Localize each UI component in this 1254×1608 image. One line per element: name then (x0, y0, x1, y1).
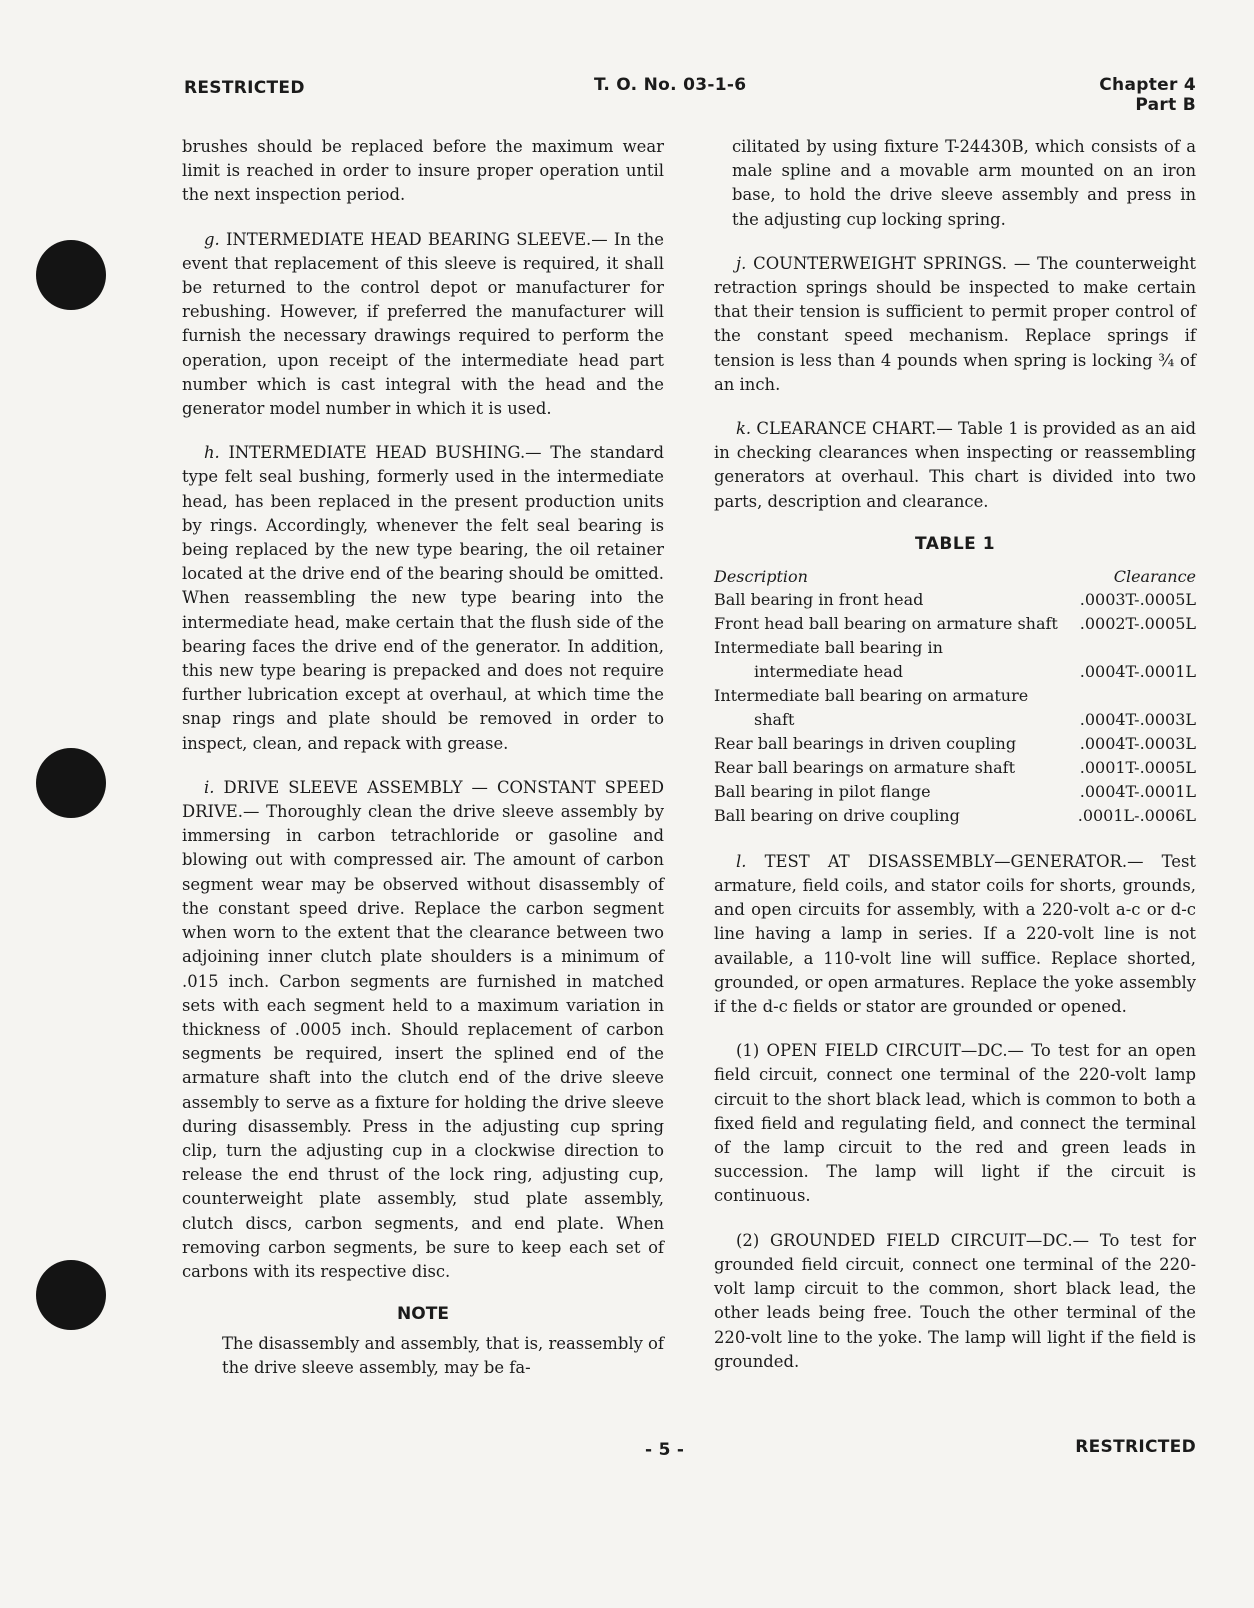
section-h-letter: h. (204, 443, 220, 463)
table-cell-description (714, 732, 1074, 756)
table-row (714, 732, 1196, 756)
footer-classification: RESTRICTED (1075, 1437, 1196, 1457)
table-cell-description (714, 612, 1074, 636)
section-l-letter: l. (736, 851, 747, 871)
table-cell-clearance: .0004T-.0003L (1079, 709, 1196, 729)
table-cell-clearance: .0004T-.0003L (1079, 733, 1196, 753)
section-h-title: INTERMEDIATE HEAD BUSHING.— (228, 443, 542, 463)
header-classification: RESTRICTED (184, 78, 305, 98)
table-cell-clearance: .0002T-.0005L (1079, 613, 1196, 633)
description-continuation: intermediate head (754, 661, 904, 681)
subsection-2-title: (2) GROUNDED FIELD CIRCUIT—DC.— (736, 1230, 1089, 1250)
description-continuation: shaft (754, 709, 795, 729)
header-chapter-part (1099, 75, 1196, 115)
section-j (714, 252, 1196, 397)
description-line: Ball bearing on drive coupling (714, 805, 960, 825)
section-g-title: INTERMEDIATE HEAD BEARING SLEEVE.— (225, 229, 608, 249)
section-g (182, 228, 664, 422)
left-column (182, 135, 664, 1381)
subsection-1-title: (1) OPEN FIELD CIRCUIT—DC.— (736, 1041, 1024, 1061)
table-header (714, 566, 1196, 588)
section-j-letter: j. (736, 253, 747, 273)
right-column (714, 135, 1196, 1394)
section-k-letter: k. (736, 419, 752, 439)
note-body (182, 1332, 664, 1380)
paragraph-intro: brushes should be replaced before the maximum wear limit is reached in order to insure proper operation until the next inspection period. (182, 137, 664, 205)
binder-hole-top (36, 240, 106, 310)
description-line: Front head ball bearing on armature shaft (714, 613, 1058, 633)
table-header-clearance: Clearance (1113, 566, 1196, 586)
table-cell-clearance: .0001L-.0006L (1077, 805, 1196, 825)
table-cell-description (714, 780, 1074, 804)
binder-hole-bottom (36, 1260, 106, 1330)
table-cell-description (714, 588, 1074, 612)
table-cell-description (714, 756, 1074, 780)
page-number: - 5 - (645, 1440, 685, 1460)
subsection-2 (714, 1229, 1196, 1374)
table-cell-description (714, 684, 1074, 732)
table-row (714, 780, 1196, 804)
table-row (714, 612, 1196, 636)
table-row (714, 636, 1196, 684)
table-row (714, 804, 1196, 828)
section-i-letter: i. (204, 777, 215, 797)
section-g-text: In the event that replacement of this sleeve is required, it shall be returned to the control depot or manufacturer for rebushing. However, if preferred the manufacturer will furnish the necessary drawings required to perform the operation, upon receipt of the intermediate head part number which is cast integral with the head and the generator model number in which it is used. (182, 229, 664, 419)
description-line: Rear ball bearings in driven coupling (714, 733, 1017, 753)
section-l-text: Test armature, field coils, and stator coils for shorts, grounds, and open circuits for assembly, with a 220-volt a-c or d-c line having a lamp in series. If a 220-volt line is not available, a 110-volt line will suffice. Replace shorted, grounded, or open armatures. Replace the yoke assembly if the d-c fields or stator are grounded or opened. (714, 851, 1196, 1017)
section-k (714, 417, 1196, 514)
table-title: TABLE 1 (914, 533, 996, 554)
note-continued (714, 135, 1196, 232)
header-chapter: Chapter 4 (1099, 75, 1196, 95)
header-document-number: T. O. No. 03-1-6 (594, 75, 747, 95)
header-part: Part B (1135, 95, 1196, 115)
section-l (714, 850, 1196, 1019)
section-h-text: The standard type felt seal bushing, formerly used in the intermediate head, has been replaced in the present production units by rings. Accordingly, whenever the felt seal bearing is being replaced by the new type bearing, the oil retainer located at the drive end of the bearing should be omitted. When reassembling the new type bearing into the intermediate head, make certain that the flush side of the bearing faces the drive end of the generator. In addition, this new type bearing is prepacked and does not require further lubrication except at overhaul, at which time the snap rings and plate should be removed in order to inspect, clean, and repack with grease. (182, 443, 664, 753)
clearance-table (714, 566, 1196, 828)
description-line: Rear ball bearings on armature shaft (714, 757, 1016, 777)
table-cell-clearance: .0004T-.0001L (1079, 661, 1196, 681)
description-line: Intermediate ball bearing on armature (714, 685, 1029, 705)
description-line: Intermediate ball bearing in (714, 637, 943, 657)
section-j-title: COUNTERWEIGHT SPRINGS. — (753, 253, 1031, 273)
section-l-title: TEST AT DISASSEMBLY—GENERATOR.— (764, 851, 1144, 871)
note-text: The disassembly and assembly, that is, reassembly of the drive sleeve assembly, may be fa- (222, 1334, 664, 1378)
note-heading: NOTE (397, 1304, 449, 1325)
section-k-text: Table 1 is provided as an aid in checking clearances when inspecting or reassembling generators at overhaul. This chart is divided into two parts, description and clearance. (714, 419, 1196, 511)
section-j-text: The counterweight retraction springs should be inspected to make certain that their tension is sufficient to permit proper control of the constant speed mechanism. Replace springs if tension is less than 4 pounds when spring is locking ¾ of an inch. (714, 253, 1197, 394)
subsection-1-text: To test for an open field circuit, connect one terminal of the 220-volt lamp circuit to the short black lead, which is common to both a fixed field and regulating field, and connect the terminal of the lamp circuit to the red and green leads in succession. The lamp will light if the circuit is continuous. (714, 1041, 1196, 1206)
note-continued-text: cilitated by using fixture T-24430B, which consists of a male spline and a movable arm mounted on an iron base, to hold the drive sleeve assembly and press in the adjusting cup locking spring. (732, 137, 1196, 229)
table-row (714, 588, 1196, 612)
table-rows (714, 588, 1196, 828)
section-h (182, 441, 664, 756)
section-i-title: DRIVE SLEEVE ASSEMBLY — CONSTANT SPEED DRIVE.— (182, 777, 664, 822)
section-i (182, 776, 664, 1284)
table-row (714, 756, 1196, 780)
table-cell-clearance: .0001T-.0005L (1079, 757, 1196, 777)
table-row (714, 684, 1196, 732)
subsection-1 (714, 1039, 1196, 1208)
table-cell-clearance: .0004T-.0001L (1079, 781, 1196, 801)
description-line: Ball bearing in front head (714, 589, 924, 609)
subsection-2-text: To test for grounded field circuit, connect one terminal of the 220-volt lamp circuit to the common, short black lead, the other leads being free. Touch the other terminal of the 220-volt line to the yoke. The lamp will light if the field is grounded. (714, 1230, 1196, 1371)
section-g-letter: g. (204, 229, 220, 249)
table-cell-description (714, 636, 1074, 684)
binder-hole-middle (36, 748, 106, 818)
table-header-description: Description (714, 566, 808, 586)
section-k-title: CLEARANCE CHART.— (756, 419, 953, 439)
table-cell-clearance: .0003T-.0005L (1079, 589, 1196, 609)
description-line: Ball bearing in pilot flange (714, 781, 931, 801)
section-i-text: Thoroughly clean the drive sleeve assembly by immersing in carbon tetrachloride or gasoline and blowing out with compressed air. The amount of carbon segment wear may be observed without disassembly of the constant speed drive. Replace the carbon segment when worn to the extent that the clearance between two adjoining inner clutch plate shoulders is a minimum of .015 inch. Carbon segments are furnished in matched sets with each segment held to a maximum variation in thickness of .0005 inch. Should replacement of carbon segments be required, insert the splined end of the armature shaft into the clutch end of the drive sleeve assembly to serve as a fixture for holding the drive sleeve during disassembly. Press in the adjusting cup spring clip, turn the adjusting cup in a clockwise direction to release the end thrust of the lock ring, adjusting cup, counterweight plate assembly, stud plate assembly, clutch discs, carbon segments, and end plate. When removing carbon segments, be sure to keep each set of carbons with its respective disc. (182, 802, 664, 1281)
table-cell-description (714, 804, 1072, 828)
